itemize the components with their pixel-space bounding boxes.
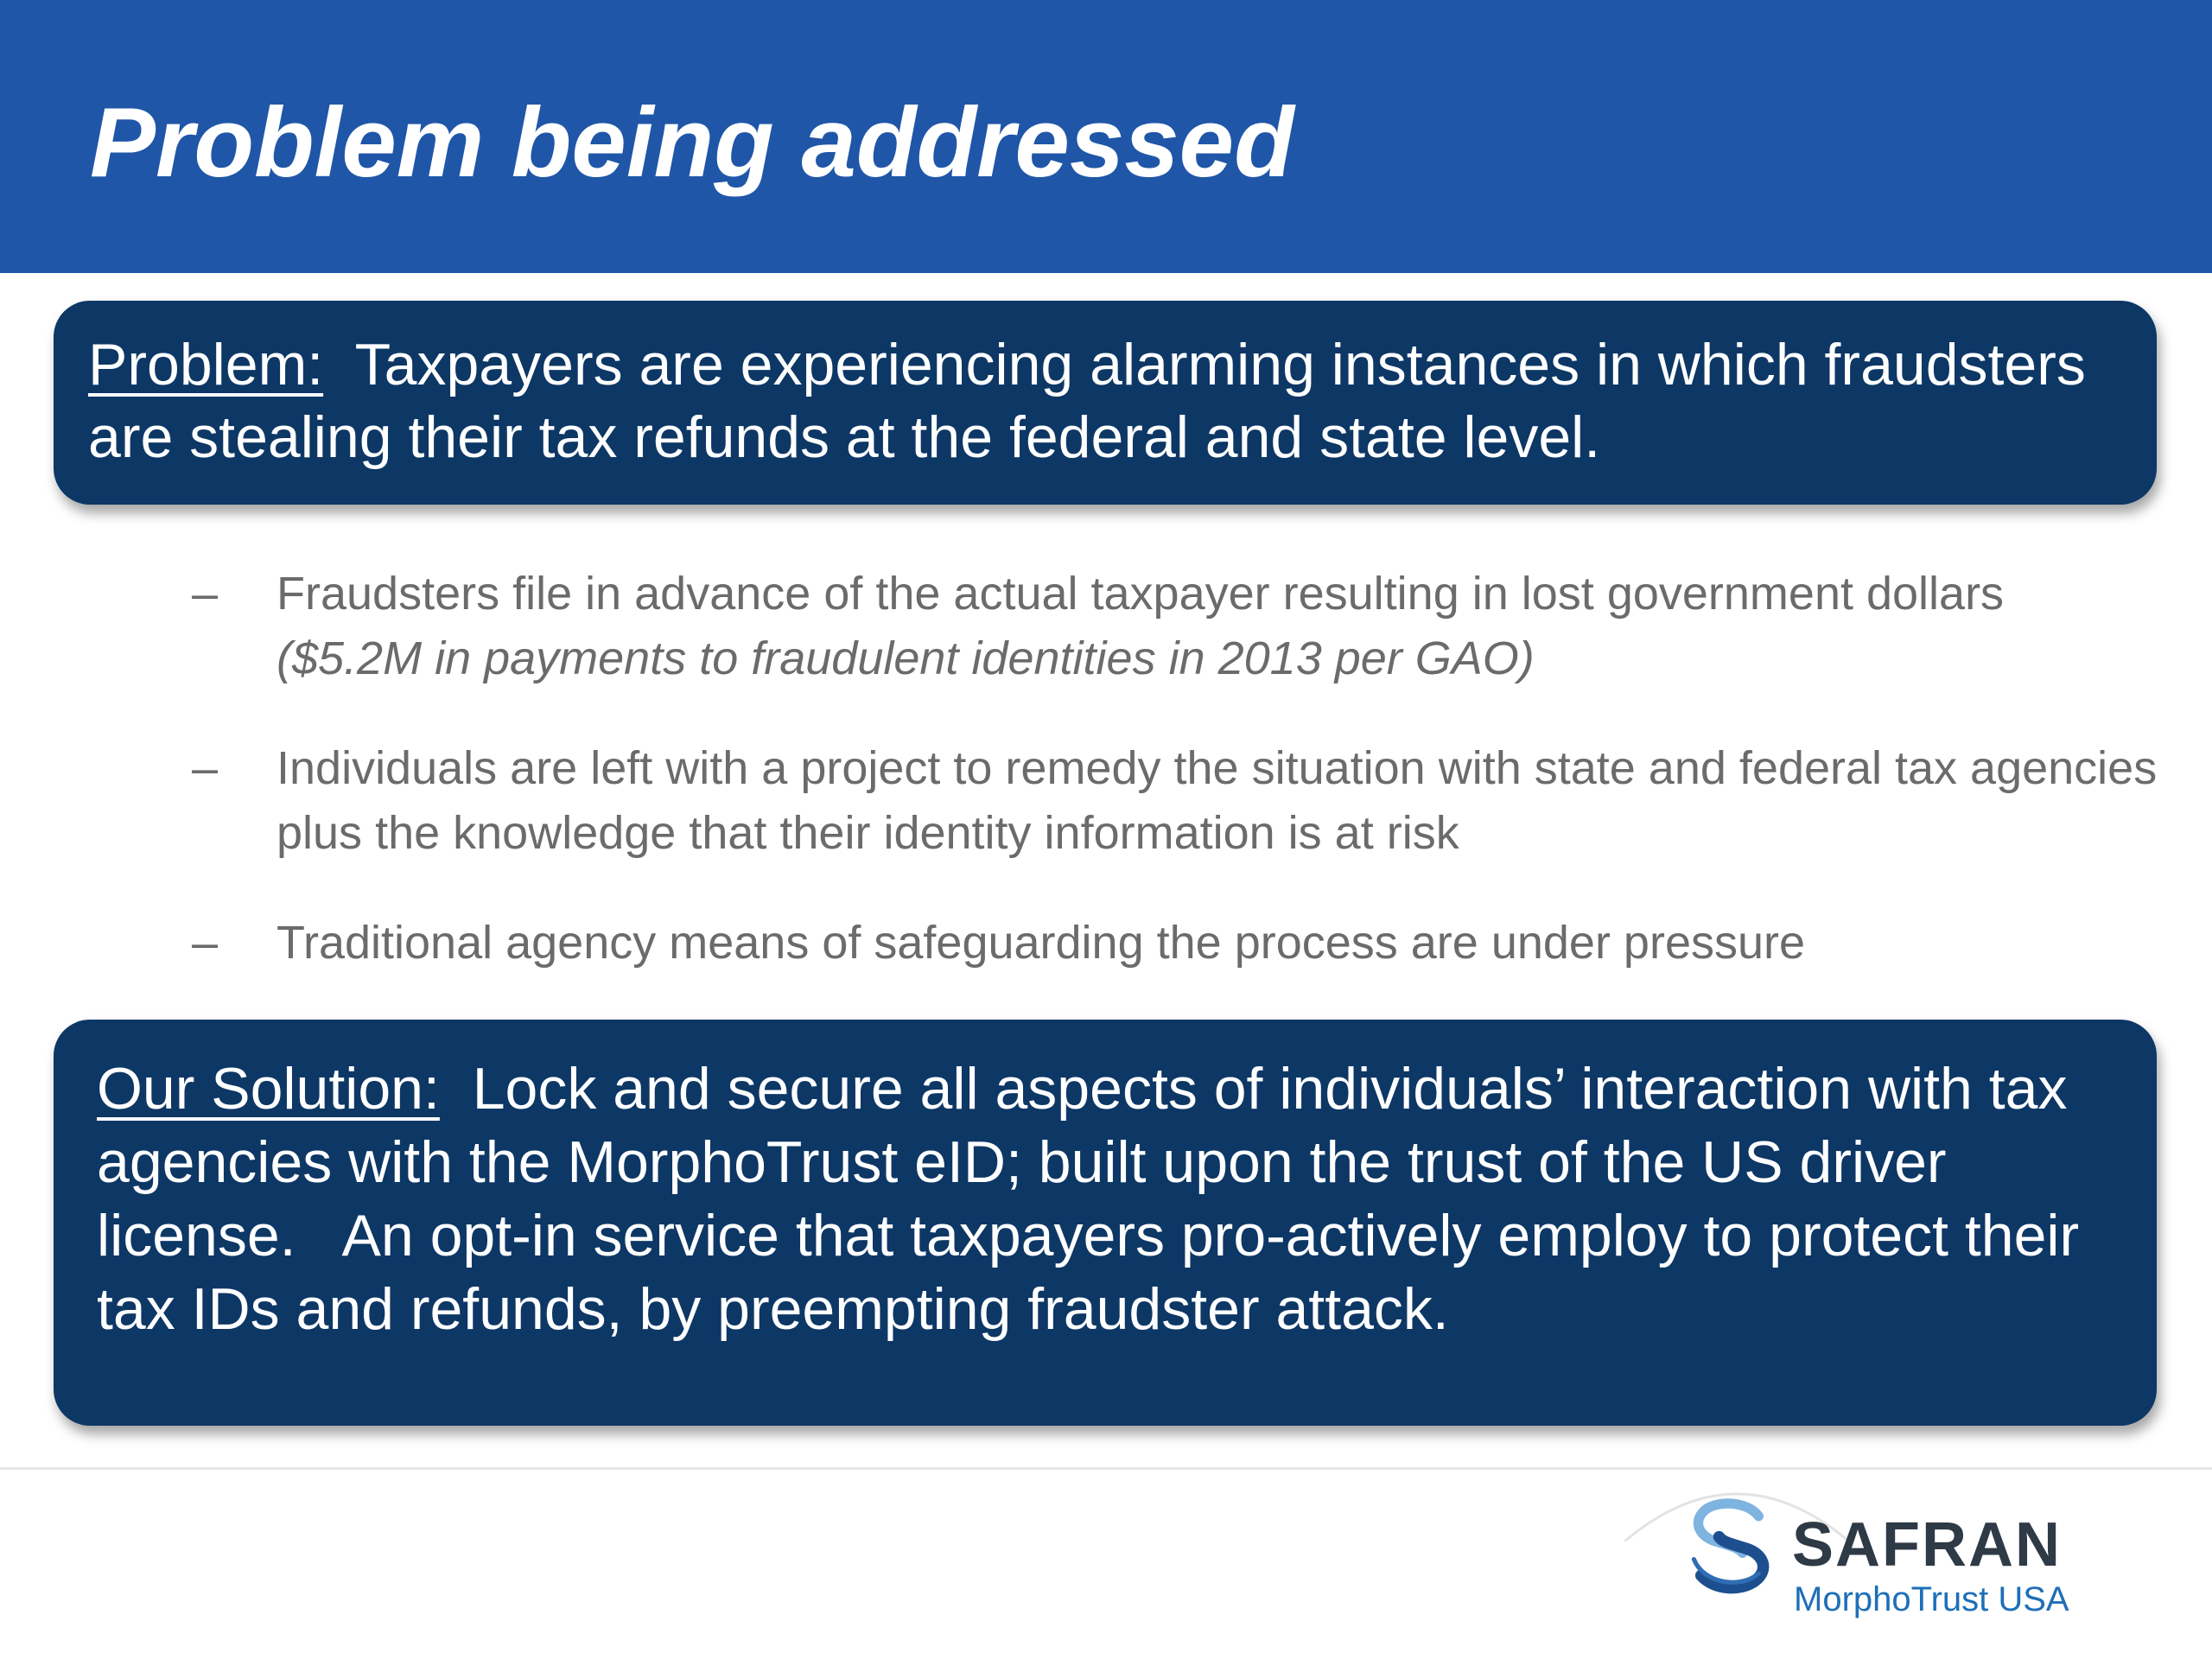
solution-text-1: Lock and secure all aspects of individuals’ interaction with tax agencies with the MorphoTrust eID; built upon the trust of the US driver license. — [97, 1056, 2068, 1268]
bullet-dash: – — [192, 917, 219, 969]
problem-box — [54, 301, 2157, 505]
bullet-dash: – — [192, 742, 219, 794]
footer-divider — [0, 1467, 2212, 1470]
bullet-text: Fraudsters file in advance of the actual taxpayer resulting in lost government dollars — [276, 568, 2005, 620]
problem-label: Problem: — [88, 332, 324, 397]
bullet-item — [0, 562, 2212, 691]
title-bar — [0, 0, 2212, 273]
safran-s-logo-icon — [1685, 1495, 1775, 1597]
solution-box — [54, 1020, 2157, 1426]
logo-subtitle-text: MorphoTrust USA — [1794, 1580, 2069, 1618]
bullet-dash: – — [192, 568, 219, 620]
bullet-item — [0, 911, 2212, 976]
logo-brand-text: SAFRAN — [1792, 1510, 2062, 1580]
bullet-list — [0, 562, 2212, 976]
bullet-item — [0, 736, 2212, 866]
solution-statement — [97, 1052, 2113, 1346]
solution-text-2: An opt-in service that taxpayers pro-actively employ to protect their tax IDs and refunds, by preempting fraudster attack. — [97, 1203, 2080, 1342]
slide-title: Problem being addressed — [90, 88, 1294, 198]
safran-morphotrust-logo — [1680, 1495, 2129, 1624]
bullet-text: Individuals are left with a project to remedy the situation with state and federal tax agencies plus the knowledge that their identity information is at risk — [276, 742, 2158, 859]
solution-label: Our Solution: — [97, 1056, 440, 1122]
problem-statement — [88, 328, 2122, 474]
bullet-text: Traditional agency means of safeguarding the process are under pressure — [276, 917, 1806, 969]
problem-text: Taxpayers are experiencing alarming instances in which fraudsters are stealing their tax refunds at the federal and state level. — [88, 332, 2086, 470]
bullet-note: ($5.2M in payments to fraudulent identities in 2013 per GAO) — [276, 632, 1535, 684]
